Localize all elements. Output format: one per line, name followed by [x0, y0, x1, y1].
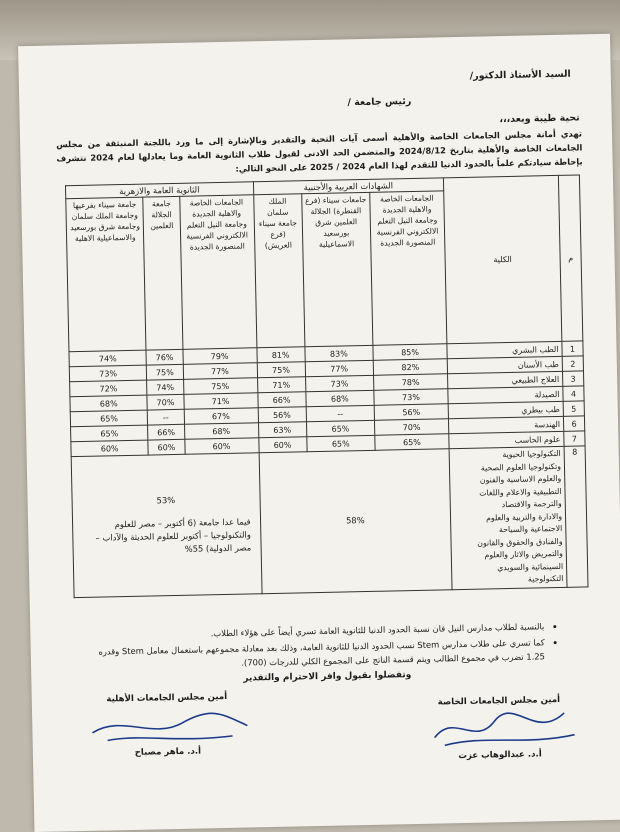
intro-paragraph: تهدي أمانة مجلس الجامعات الخاصة والأهلية أسمى آيات التحية والتقدير وبالإشارة إلى ما ورد باللجنة المنبثقة من مجلس الجامعات الخاصة والأهلية بتاريخ 2024/8/12 والمتضمن الحد الادنى لقبول طلاب الثانوية العامة وما يعادلها لعام 2024 نتشرف بإحاطة سيادتكم علماً بالحدود الدنيا للتقدم لهذا العام 2024 / 2025 على النحو التالي:	[56, 128, 583, 174]
admission-table	[65, 174, 589, 597]
min-percentage: 78%	[374, 374, 448, 391]
min-percentage: 81%	[256, 347, 304, 363]
min-percentage: 77%	[305, 360, 374, 376]
min-percentage: 68%	[184, 423, 258, 440]
college-line: السينمائية والسويدي	[497, 561, 564, 572]
min-percentage: 68%	[306, 390, 375, 406]
min-percentage: 71%	[257, 377, 305, 393]
col-header: الجامعات الخاصة والاهلية الجديدة وجامعة النيل التعلم الالكتروني الفرنسية المنصورة الجديدة	[370, 191, 447, 346]
min-percentage: 75%	[257, 362, 305, 378]
min-percentage: 66%	[257, 392, 305, 408]
handwritten-signature-icon	[82, 701, 253, 749]
thanawya-min-value: 53%	[156, 494, 176, 506]
closing-line: وتفضلوا بقبول وافر الاحترام والتقدير	[243, 670, 412, 684]
college-name: الهندسة	[448, 416, 563, 433]
handwritten-signature-icon	[414, 704, 585, 752]
college-line: والتمريض والاثار والعلوم	[484, 548, 563, 560]
min-percentage: 60%	[71, 440, 149, 457]
min-percentage: 65%	[70, 410, 148, 427]
min-percentage: 76%	[146, 349, 182, 365]
university-president: رئيس جامعة /	[347, 95, 412, 109]
signer-title: أمين مجلس الجامعات الخاصة	[437, 694, 561, 708]
min-percentage: 66%	[148, 424, 184, 440]
college-line: التكنولوجية	[527, 573, 564, 584]
signature-block-private	[414, 694, 585, 762]
min-percentage: 63%	[258, 422, 306, 438]
min-percentage: 72%	[70, 380, 148, 397]
table-body	[69, 341, 585, 457]
row-number: 8	[564, 446, 588, 587]
college-line: والعلوم الاساسية والفنون	[479, 473, 562, 485]
min-percentage: 73%	[69, 365, 147, 382]
addressee: السيد الأستاذ الدكتور/	[469, 68, 571, 82]
min-percentage: 73%	[305, 375, 374, 391]
thanawya-exception-note: فيما عدا جامعة (6 أكتوبر – مصر للعلوم والتكنولوجيا – أكتوبر للعلوم الحديثة والآداب – مصر الدولية) 55%	[95, 516, 252, 554]
college-line: وتكنولوجيا العلوم الصحية	[480, 461, 562, 473]
college-list	[449, 446, 567, 589]
group-thanawya-header: الثانوية العامة والازهرية	[65, 182, 253, 199]
min-percentage: 60%	[258, 437, 306, 453]
min-percentage: 65%	[306, 435, 375, 451]
min-percentage: 65%	[306, 420, 375, 436]
row-number: 4	[563, 386, 584, 401]
college-line: الاجتماعية والسياحة	[498, 523, 563, 535]
min-percentage: 79%	[182, 348, 256, 365]
signer-name: أ.د. ماهر مصباح	[134, 746, 202, 758]
col-header: جامعة الجلالة العلمين	[143, 196, 182, 350]
college-line: التكنولوجيا الحيوية	[502, 448, 561, 460]
signer-title: أمين مجلس الجامعات الأهلية	[106, 691, 228, 705]
min-percentage: 85%	[373, 344, 447, 361]
min-percentage: 70%	[374, 419, 448, 436]
row-number: 3	[562, 371, 583, 386]
college-line: التطبيقية والاعلام واللغات	[479, 486, 562, 498]
min-percentage: 74%	[147, 379, 183, 395]
letter-page	[18, 34, 620, 832]
college-name: الصيدلة	[448, 386, 563, 403]
college-name: الطب البشري	[447, 341, 562, 358]
row-number: 1	[562, 341, 583, 356]
min-percentage: 65%	[375, 434, 449, 451]
col-header: جامعة سيناء بفرعيها وجامعة الملك سلمان وجامعة شرق بورسعيد والاسماعيلية الاهلية	[66, 197, 147, 352]
group-foreign-header: الشهادات العربية والأجنبية	[253, 178, 444, 195]
row-number: 5	[563, 401, 584, 416]
num-header: م	[558, 175, 582, 341]
table-row	[71, 446, 588, 597]
row-number: 2	[562, 356, 583, 371]
note-item: • بالنسبة لطلاب مدارس النيل فان نسبة الحدود الدنيا للثانوية العامة تسري أيضاً على هؤلاء الطلاب.	[80, 620, 544, 644]
notes-list	[80, 619, 585, 676]
min-percentage: 74%	[69, 350, 147, 367]
row-number: 6	[563, 416, 584, 431]
min-percentage: 73%	[374, 389, 448, 406]
college-name: طب الأسنان	[447, 356, 562, 373]
min-percentage: --	[306, 405, 375, 421]
foreign-min-value: 58%	[259, 449, 452, 593]
col-header: جامعات سيناء (فرع القنطرة) الجلالة العلمين شرق بورسعيد الاسماعيلية	[301, 192, 373, 346]
col-header: الملك سلمان جامعة سيناء (فرع العريش)	[253, 194, 304, 348]
signature-block-national	[82, 691, 253, 759]
min-percentage: 70%	[147, 394, 183, 410]
thanawya-min-cell	[71, 453, 261, 597]
min-percentage: 83%	[305, 345, 374, 361]
min-percentage: 60%	[184, 438, 258, 455]
min-percentage: --	[148, 409, 184, 425]
min-percentage: 68%	[70, 395, 148, 412]
college-name: علوم الحاسب	[449, 431, 564, 448]
row-number: 7	[564, 431, 585, 446]
college-header: الكلية	[443, 175, 561, 343]
college-line: والادارة والتربية والعلوم	[485, 511, 563, 523]
signer-name: أ.د. عبدالوهاب عزت	[458, 749, 542, 762]
min-percentage: 77%	[183, 363, 257, 380]
min-percentage: 65%	[71, 425, 149, 442]
college-name: العلاج الطبيعي	[448, 371, 563, 388]
note-item: • كما تسري على طلاب مدارس Stem نسب الحدود الدنيا للثانوية العامة، وذلك بعد معادلة مجموعهم باستعمال معامل Stem وقدره 1.25 تضرب في مجموع الطالب ويتم قسمة الناتج على المجموع الكلي للدرجات (700).	[81, 636, 545, 674]
min-percentage: 56%	[258, 407, 306, 423]
college-line: والفنادق والحقوق والقانون	[477, 536, 563, 548]
college-name: طب بيطري	[448, 401, 563, 418]
min-percentage: 67%	[184, 408, 258, 425]
min-percentage: 71%	[183, 393, 257, 410]
greeting: تحية طيبة وبعد،،،	[499, 112, 580, 126]
min-percentage: 56%	[374, 404, 448, 421]
min-percentage: 75%	[147, 364, 183, 380]
min-percentage: 82%	[373, 359, 447, 376]
min-percentage: 60%	[148, 439, 184, 455]
col-header: الجامعات الخاصة والاهلية الجديدة وجامعة النيل التعلم الالكتروني الفرنسية المنصورة الجديدة	[179, 195, 256, 350]
college-line: والترجمة والاقتصاد	[501, 498, 562, 510]
min-percentage: 75%	[183, 378, 257, 395]
